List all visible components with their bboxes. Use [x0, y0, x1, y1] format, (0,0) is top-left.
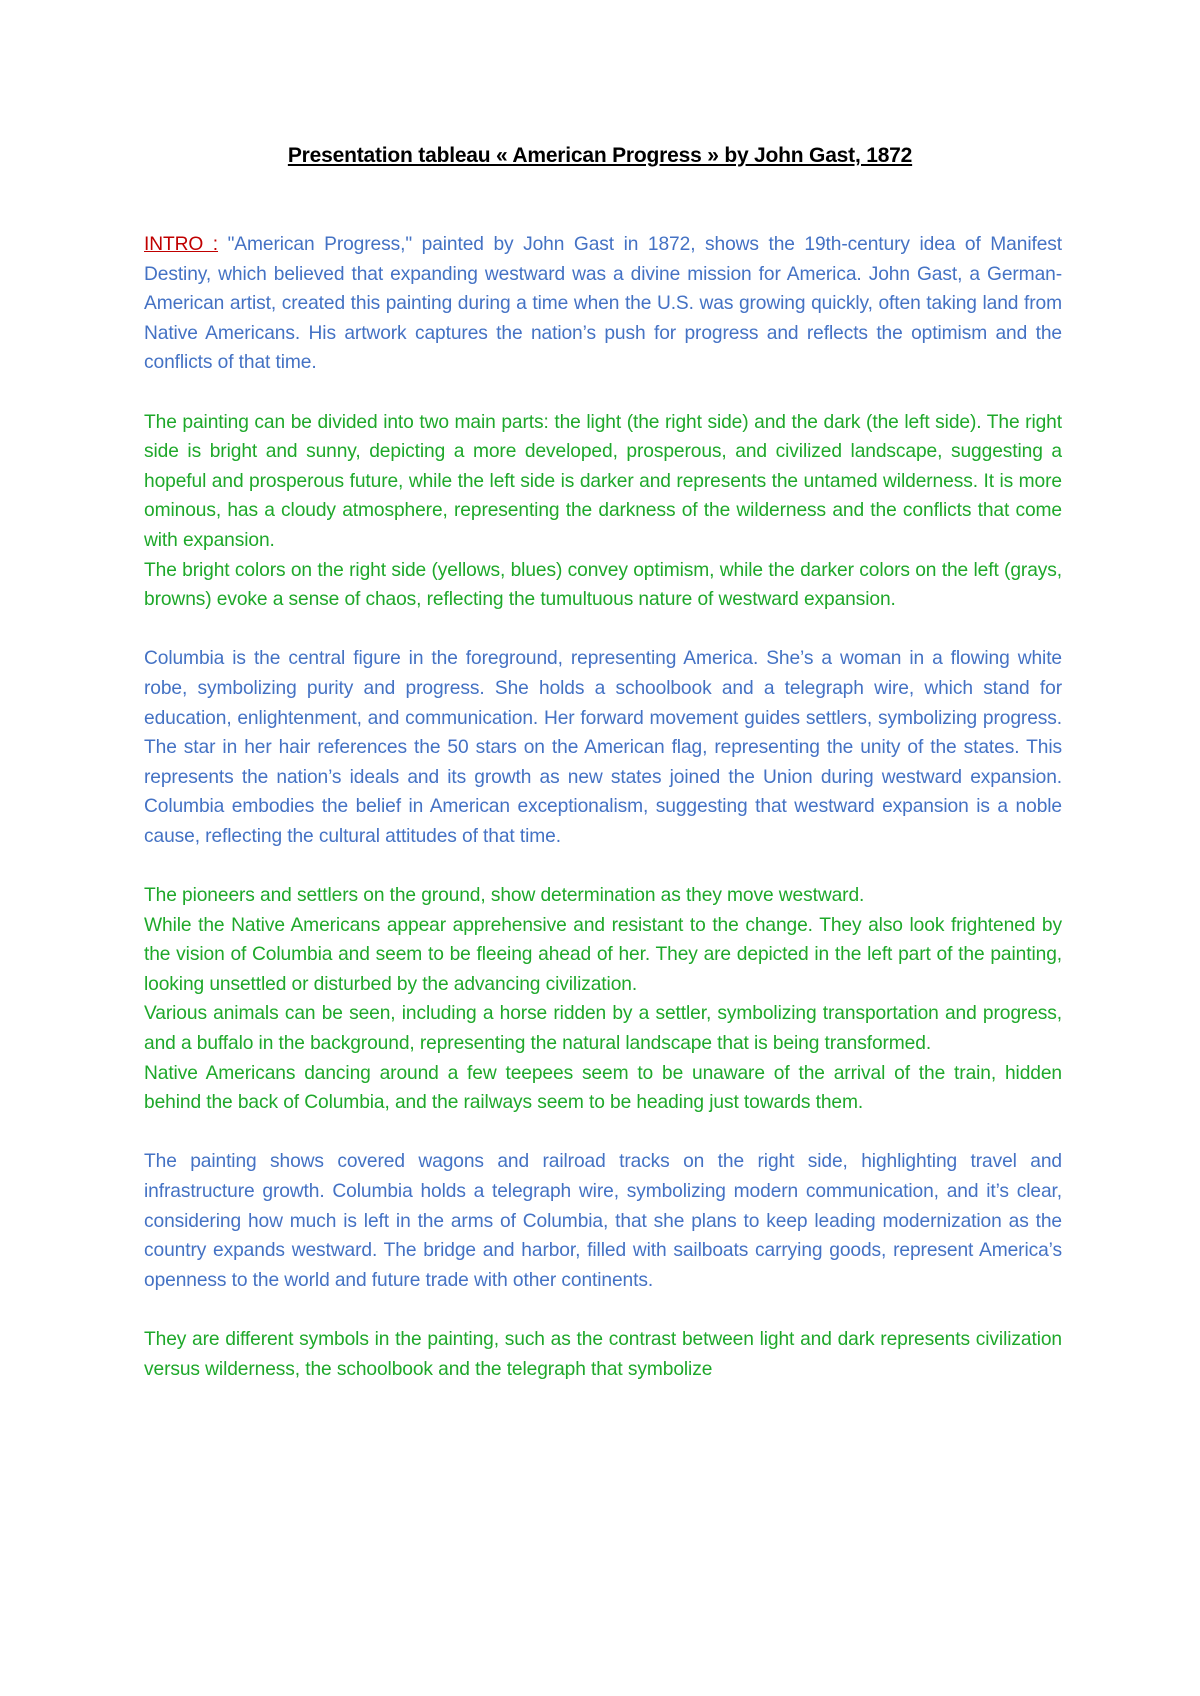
paragraph-spacer — [144, 378, 1062, 408]
paragraph-spacer — [144, 1295, 1062, 1325]
animals-paragraph: Various animals can be seen, including a horse ridden by a settler, symbolizing transportation and progress, and a buffalo in the background, representing the natural landscape that is being transformed. — [144, 1003, 1062, 1055]
symbols-paragraph: They are different symbols in the painting, such as the contrast between light and dark represents civilization versus wilderness, the schoolbook and the telegraph that symbolize — [144, 1328, 1062, 1380]
native-americans-paragraph: While the Native Americans appear apprehensive and resistant to the change. They also look frightened by the vision of Columbia and seem to be fleeing ahead of her. They are depicted in the left part of the painting, looking unsettled or disturbed by the advancing civilization. — [144, 914, 1062, 995]
infrastructure-paragraph: The painting shows covered wagons and railroad tracks on the right side, highlighting travel and infrastructure growth. Columbia holds a telegraph wire, symbolizing modern communication, and it’s clear, considering how much is left in the arms of Columbia, that she plans to keep leading modernization as the country expands westward. The bridge and harbor, filled with sailboats carrying goods, represent America’s openness to the world and future trade with other continents. — [144, 1151, 1062, 1291]
paragraph-spacer — [144, 851, 1062, 881]
colors-paragraph: The bright colors on the right side (yellows, blues) convey optimism, while the darker colors on the left (grays, browns) evoke a sense of chaos, reflecting the tumultuous nature of westward expansion. — [144, 559, 1062, 611]
paragraph-spacer — [144, 1118, 1062, 1148]
document-title: Presentation tableau « American Progress » by John Gast, 1872 — [287, 144, 913, 167]
intro-label: INTRO : — [144, 234, 219, 255]
pioneers-paragraph: The pioneers and settlers on the ground, show determination as they move westward. — [144, 885, 865, 907]
columbia-paragraph: Columbia is the central figure in the foreground, representing America. She’s a woman in a flowing white robe, symbolizing purity and progress. She holds a schoolbook and a telegraph wire, which stand for education, enlightenment, and communication. Her forward movement guides settlers, symbolizing progress. The star in her hair references the 50 stars on the American flag, representing the unity of the states. This represents the nation’s ideals and its growth as new states joined the Union during westward expansion. Columbia embodies the belief in American exceptionalism, suggesting that westward expansion is a noble cause, reflecting the cultural attitudes of that time. — [144, 648, 1062, 847]
teepees-paragraph: Native Americans dancing around a few teepees seem to be unaware of the arrival of the train, hidden behind the back of Columbia, and the railways seem to be heading just towards them. — [144, 1062, 1062, 1114]
light-dark-paragraph: The painting can be divided into two main parts: the light (the right side) and the dark (the left side). The right side is bright and sunny, depicting a more developed, prosperous, and civilized landscape, suggesting a hopeful and prosperous future, while the left side is darker and represents the untamed wilderness. It is more ominous, has a cloudy atmosphere, representing the darkness of the wilderness and the conflicts that come with expansion. — [144, 411, 1062, 551]
paragraph-spacer — [144, 615, 1062, 645]
intro-paragraph — [144, 230, 1062, 378]
intro-text: "American Progress," painted by John Gast in 1872, shows the 19th-century idea of Manifest Destiny, which believed that expanding westward was a divine mission for America. John Gast, a German-American artist, created this painting during a time when the U.S. was growing quickly, often taking land from Native Americans. His artwork captures the nation’s push for progress and reflects the optimism and the conflicts of that time. — [144, 234, 1063, 374]
document-body — [144, 230, 1062, 1384]
